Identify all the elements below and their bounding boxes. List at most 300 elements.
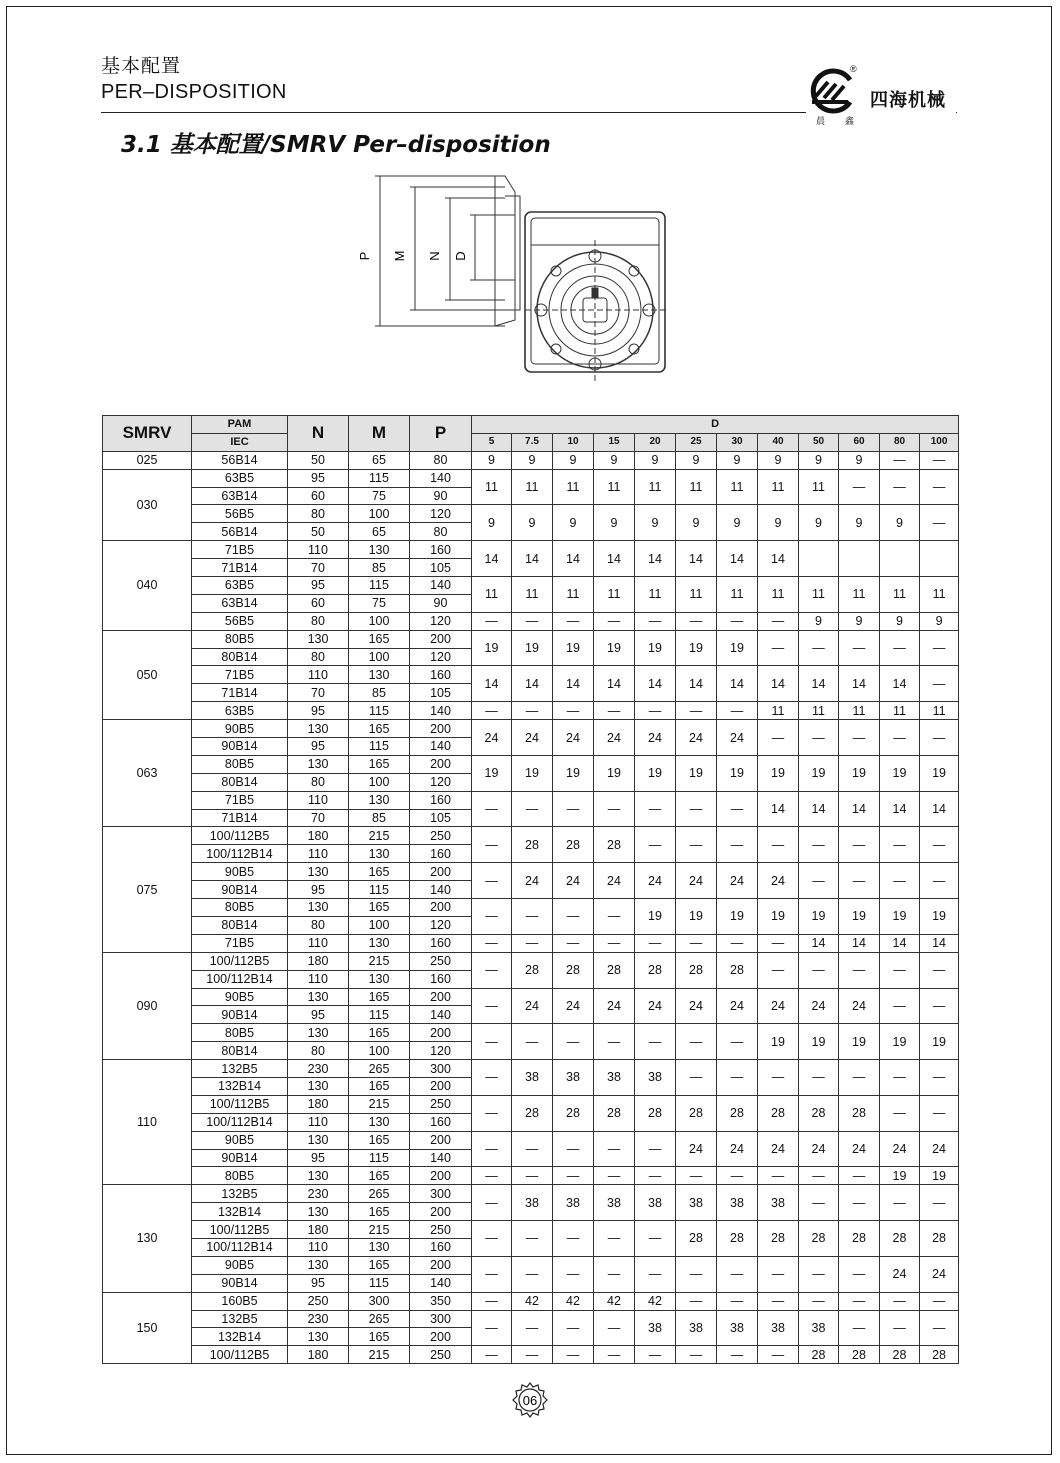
dim-label-d: D [453, 251, 468, 261]
cell-d-value: — [553, 791, 594, 827]
cell-pam-iec: 56B14 [192, 523, 288, 541]
cell-d-value: 11 [676, 577, 717, 613]
cell-d-value: 9 [512, 451, 553, 469]
dim-label-p: P [357, 251, 372, 261]
cell-d-value: — [880, 1185, 920, 1221]
cell-d-value: 9 [594, 451, 635, 469]
cell-d-value: 14 [553, 666, 594, 702]
cell-d-value: — [880, 827, 920, 863]
cell-d-value: 28 [512, 827, 553, 863]
cell-p: 105 [410, 809, 472, 827]
cell-d-value: 9 [635, 451, 676, 469]
cell-d-value: — [717, 1060, 758, 1096]
cell-p: 140 [410, 1149, 472, 1167]
cell-d-value: — [635, 1024, 676, 1060]
cell-d-value: 11 [512, 577, 553, 613]
cell-d-value: 38 [635, 1060, 676, 1096]
col-p: P [410, 416, 472, 452]
cell-d-value: 28 [717, 1095, 758, 1131]
cell-m: 85 [349, 809, 410, 827]
cell-m: 100 [349, 773, 410, 791]
cell-d-value: — [799, 720, 839, 756]
col-d-size: 5 [472, 433, 512, 451]
cell-pam-iec: 80B5 [192, 899, 288, 917]
cell-d-value: 11 [512, 469, 553, 505]
cell-d-value: 24 [553, 863, 594, 899]
cell-n: 95 [288, 881, 349, 899]
cell-d-value: — [676, 934, 717, 952]
cell-d-value: 9 [553, 505, 594, 541]
col-d-size: 25 [676, 433, 717, 451]
cell-d-value: 38 [553, 1060, 594, 1096]
cell-d-value: 28 [512, 952, 553, 988]
cell-p: 200 [410, 863, 472, 881]
cell-d-value: 42 [594, 1292, 635, 1310]
cell-d-value: 11 [472, 577, 512, 613]
cell-d-value: — [635, 1131, 676, 1167]
cell-m: 130 [349, 791, 410, 809]
cell-d-value: 11 [717, 469, 758, 505]
cell-d-value: 24 [717, 988, 758, 1024]
cell-d-value: 11 [635, 469, 676, 505]
cell-d-value: — [880, 952, 920, 988]
cell-p: 200 [410, 755, 472, 773]
cell-d-value: 19 [758, 755, 799, 791]
cell-d-value: — [676, 612, 717, 630]
cell-m: 165 [349, 1256, 410, 1274]
cell-pam-iec: 160B5 [192, 1292, 288, 1310]
cell-n: 130 [288, 1203, 349, 1221]
cell-m: 165 [349, 1167, 410, 1185]
table-row [103, 1024, 959, 1042]
col-d-size: 7.5 [512, 433, 553, 451]
cell-p: 200 [410, 899, 472, 917]
cell-d-value: — [512, 1131, 553, 1167]
cell-d-value: 38 [635, 1185, 676, 1221]
cell-m: 215 [349, 1095, 410, 1113]
cell-m: 115 [349, 702, 410, 720]
dim-label-m: M [392, 250, 407, 262]
cell-d-value: 14 [758, 666, 799, 702]
cell-n: 110 [288, 845, 349, 863]
cell-d-value: — [920, 1292, 959, 1310]
cell-d-value: — [717, 1346, 758, 1364]
cell-d-value: 24 [512, 988, 553, 1024]
cell-m: 115 [349, 577, 410, 595]
cell-d-value: 19 [799, 899, 839, 935]
cell-p: 200 [410, 1077, 472, 1095]
cell-d-value: 11 [799, 469, 839, 505]
cell-d-value: 11 [880, 577, 920, 613]
cell-d-value: 24 [920, 1131, 959, 1167]
cell-m: 130 [349, 845, 410, 863]
cell-p: 120 [410, 1042, 472, 1060]
cell-p: 200 [410, 720, 472, 738]
cell-d-value: 14 [635, 666, 676, 702]
cell-d-value: 19 [880, 1024, 920, 1060]
cell-n: 180 [288, 827, 349, 845]
cell-d-value: — [758, 630, 799, 666]
section-title: 3.1 基本配置/SMRV Per–disposition [121, 132, 551, 158]
cell-d-value: — [472, 988, 512, 1024]
table-row [103, 1310, 959, 1328]
cell-d-value: — [635, 827, 676, 863]
cell-n: 110 [288, 666, 349, 684]
cell-d-value: 9 [553, 451, 594, 469]
table-row [103, 1346, 959, 1364]
cell-d-value: — [717, 1167, 758, 1185]
cell-m: 115 [349, 469, 410, 487]
cell-p: 200 [410, 1328, 472, 1346]
table-row [103, 469, 959, 487]
cell-m: 165 [349, 720, 410, 738]
table-row [103, 1131, 959, 1149]
table-row [103, 1167, 959, 1185]
cell-d-value: — [758, 612, 799, 630]
cell-p: 120 [410, 773, 472, 791]
cell-d-value: — [472, 1310, 512, 1346]
cell-pam-iec: 56B14 [192, 451, 288, 469]
cell-pam-iec: 63B14 [192, 594, 288, 612]
cell-d-value: — [758, 1167, 799, 1185]
cell-p: 250 [410, 1346, 472, 1364]
cell-d-value: 9 [635, 505, 676, 541]
cell-d-value: — [472, 1346, 512, 1364]
cell-d-value: — [512, 702, 553, 720]
col-pam: PAM [192, 416, 288, 434]
cell-d-value: — [676, 702, 717, 720]
cell-d-value: — [512, 791, 553, 827]
cell-d-value: 14 [676, 541, 717, 577]
cell-d-value: 9 [717, 505, 758, 541]
brand-name: 四海机械 [870, 90, 946, 111]
col-d-size: 100 [920, 433, 959, 451]
cell-d-value: 42 [512, 1292, 553, 1310]
cell-d-value [920, 541, 959, 577]
cell-d-value: — [839, 1292, 880, 1310]
cell-p: 300 [410, 1185, 472, 1203]
cell-pam-iec: 90B5 [192, 720, 288, 738]
cell-d-value: — [594, 1256, 635, 1292]
cell-n: 180 [288, 1095, 349, 1113]
cell-n: 130 [288, 755, 349, 773]
cell-p: 160 [410, 791, 472, 809]
cell-m: 65 [349, 451, 410, 469]
table-row [103, 451, 959, 469]
cell-d-value: 19 [880, 899, 920, 935]
cell-d-value: — [880, 720, 920, 756]
cell-d-value: 19 [758, 1024, 799, 1060]
cell-m: 65 [349, 523, 410, 541]
cell-d-value: — [594, 1131, 635, 1167]
cell-d-value: 38 [717, 1185, 758, 1221]
cell-d-value: — [635, 612, 676, 630]
cell-d-value: — [472, 1256, 512, 1292]
cell-d-value: 24 [676, 720, 717, 756]
cell-n: 60 [288, 594, 349, 612]
cell-pam-iec: 132B5 [192, 1310, 288, 1328]
cell-d-value: 19 [920, 899, 959, 935]
cell-p: 80 [410, 451, 472, 469]
cell-p: 105 [410, 684, 472, 702]
cell-pam-iec: 132B14 [192, 1328, 288, 1346]
cell-d-value: 28 [799, 1346, 839, 1364]
cell-d-value: 24 [512, 863, 553, 899]
cell-d-value: — [920, 630, 959, 666]
cell-pam-iec: 80B5 [192, 630, 288, 648]
cell-d-value: — [553, 1221, 594, 1257]
cell-pam-iec: 100/112B5 [192, 1095, 288, 1113]
cell-n: 70 [288, 559, 349, 577]
cell-d-value: — [880, 469, 920, 505]
cell-d-value: — [758, 1060, 799, 1096]
cell-d-value: — [880, 1310, 920, 1346]
cell-d-value: — [676, 1346, 717, 1364]
cell-p: 160 [410, 541, 472, 559]
cell-d-value: 38 [594, 1185, 635, 1221]
cell-m: 165 [349, 899, 410, 917]
cell-d-value: — [717, 934, 758, 952]
cell-d-value: 19 [839, 755, 880, 791]
cell-pam-iec: 100/112B14 [192, 970, 288, 988]
col-d-size: 40 [758, 433, 799, 451]
cell-n: 95 [288, 1274, 349, 1292]
cell-d-value: 38 [635, 1310, 676, 1346]
cell-d-value: 38 [676, 1185, 717, 1221]
table-row [103, 952, 959, 970]
cell-p: 160 [410, 666, 472, 684]
cell-p: 300 [410, 1310, 472, 1328]
cell-d-value: — [594, 612, 635, 630]
cell-d-value: — [676, 1060, 717, 1096]
cell-d-value: 14 [472, 666, 512, 702]
cell-d-value: 28 [553, 952, 594, 988]
cell-n: 110 [288, 934, 349, 952]
cell-d-value: — [839, 1167, 880, 1185]
cell-pam-iec: 80B5 [192, 1167, 288, 1185]
cell-d-value: 9 [799, 451, 839, 469]
cell-d-value: — [920, 666, 959, 702]
cell-d-value: 19 [594, 755, 635, 791]
cell-d-value: 28 [880, 1346, 920, 1364]
cell-d-value: 24 [839, 1131, 880, 1167]
cell-d-value: — [799, 1167, 839, 1185]
cell-m: 265 [349, 1060, 410, 1078]
cell-d-value: 28 [594, 827, 635, 863]
table-row [103, 863, 959, 881]
cell-pam-iec: 90B5 [192, 1256, 288, 1274]
cell-d-value: — [920, 720, 959, 756]
cell-pam-iec: 71B5 [192, 791, 288, 809]
cell-m: 215 [349, 952, 410, 970]
cell-m: 265 [349, 1310, 410, 1328]
cell-d-value: — [594, 1167, 635, 1185]
cell-d-value: — [839, 720, 880, 756]
cell-d-value: 28 [799, 1095, 839, 1131]
cell-d-value: 14 [799, 666, 839, 702]
cell-p: 300 [410, 1060, 472, 1078]
cell-p: 200 [410, 1131, 472, 1149]
cell-d-value: 24 [676, 1131, 717, 1167]
cell-d-value: 19 [472, 755, 512, 791]
cell-p: 200 [410, 1203, 472, 1221]
smrv-size-cell: 063 [103, 720, 192, 827]
cell-d-value: 14 [799, 791, 839, 827]
table-row [103, 1256, 959, 1274]
cell-pam-iec: 80B14 [192, 916, 288, 934]
cell-d-value: 24 [594, 988, 635, 1024]
cell-d-value: 24 [676, 988, 717, 1024]
cell-n: 130 [288, 1077, 349, 1095]
cell-d-value: 14 [717, 666, 758, 702]
cell-pam-iec: 80B14 [192, 1042, 288, 1060]
cell-pam-iec: 71B14 [192, 559, 288, 577]
cell-pam-iec: 100/112B5 [192, 1346, 288, 1364]
cell-d-value: 14 [676, 666, 717, 702]
cell-n: 180 [288, 1346, 349, 1364]
cell-d-value: 19 [676, 630, 717, 666]
cell-d-value: 9 [594, 505, 635, 541]
cell-m: 165 [349, 988, 410, 1006]
cell-d-value: — [839, 952, 880, 988]
cell-pam-iec: 90B14 [192, 881, 288, 899]
col-m: M [349, 416, 410, 452]
cell-n: 80 [288, 773, 349, 791]
col-smrv: SMRV [103, 416, 192, 452]
cell-d-value: 24 [717, 1131, 758, 1167]
cell-p: 200 [410, 1256, 472, 1274]
cell-d-value: 19 [717, 899, 758, 935]
dim-label-n: N [427, 251, 442, 261]
cell-d-value: 14 [880, 934, 920, 952]
cell-d-value: — [799, 952, 839, 988]
cell-d-value: — [472, 934, 512, 952]
cell-d-value: 28 [839, 1095, 880, 1131]
cell-pam-iec: 90B5 [192, 863, 288, 881]
cell-d-value: 28 [553, 827, 594, 863]
cell-d-value: — [799, 1185, 839, 1221]
cell-d-value: — [676, 827, 717, 863]
cell-d-value: 19 [717, 755, 758, 791]
cell-n: 230 [288, 1310, 349, 1328]
cell-d-value: 28 [512, 1095, 553, 1131]
smrv-size-cell: 130 [103, 1185, 192, 1292]
cell-d-value: 14 [839, 791, 880, 827]
cell-d-value: — [472, 827, 512, 863]
cell-pam-iec: 71B14 [192, 684, 288, 702]
table-row [103, 1060, 959, 1078]
cell-d-value: 28 [839, 1346, 880, 1364]
cell-p: 200 [410, 1024, 472, 1042]
cell-d-value: 42 [553, 1292, 594, 1310]
cell-m: 265 [349, 1185, 410, 1203]
cell-d-value: — [472, 612, 512, 630]
cell-n: 95 [288, 702, 349, 720]
cell-d-value: 19 [472, 630, 512, 666]
cell-n: 110 [288, 970, 349, 988]
cell-d-value: 24 [512, 720, 553, 756]
cell-m: 215 [349, 827, 410, 845]
header-title-cn: 基本配置 [101, 55, 182, 77]
cell-d-value: 14 [920, 934, 959, 952]
cell-d-value: 28 [839, 1221, 880, 1257]
cell-pam-iec: 71B5 [192, 541, 288, 559]
cell-d-value: — [799, 827, 839, 863]
cell-m: 165 [349, 1203, 410, 1221]
brand-sub-char: 晨 [815, 117, 825, 127]
cell-d-value: 11 [472, 469, 512, 505]
page-number-badge [511, 1381, 549, 1419]
cell-n: 95 [288, 738, 349, 756]
cell-d-value: 9 [676, 505, 717, 541]
cell-d-value: — [635, 1346, 676, 1364]
cell-n: 230 [288, 1060, 349, 1078]
cell-d-value: 14 [635, 541, 676, 577]
cell-d-value: 11 [839, 702, 880, 720]
cell-d-value: 24 [880, 1256, 920, 1292]
cell-d-value: 28 [717, 952, 758, 988]
cell-d-value: — [880, 863, 920, 899]
cell-n: 130 [288, 1024, 349, 1042]
cell-d-value: 11 [880, 702, 920, 720]
cell-d-value: — [553, 702, 594, 720]
cell-d-value: 9 [839, 505, 880, 541]
cell-d-value: — [472, 952, 512, 988]
table-row [103, 1185, 959, 1203]
cell-p: 120 [410, 648, 472, 666]
cell-d-value: 19 [512, 630, 553, 666]
cell-n: 130 [288, 863, 349, 881]
cell-d-value: 28 [717, 1221, 758, 1257]
col-d-size: 30 [717, 433, 758, 451]
cell-p: 90 [410, 594, 472, 612]
cell-d-value: 19 [799, 755, 839, 791]
cell-d-value: 9 [472, 505, 512, 541]
cell-m: 130 [349, 1238, 410, 1256]
cell-d-value: — [553, 1024, 594, 1060]
cell-d-value: 9 [717, 451, 758, 469]
cell-d-value: — [799, 1060, 839, 1096]
col-d-size: 15 [594, 433, 635, 451]
cell-d-value: — [553, 612, 594, 630]
cell-d-value: 28 [594, 1095, 635, 1131]
cell-d-value: — [839, 1256, 880, 1292]
cell-d-value: 24 [880, 1131, 920, 1167]
cell-d-value: 19 [553, 755, 594, 791]
cell-p: 140 [410, 702, 472, 720]
smrv-size-cell: 050 [103, 630, 192, 719]
cell-m: 165 [349, 755, 410, 773]
cell-d-value: — [920, 1310, 959, 1346]
cell-p: 105 [410, 559, 472, 577]
cell-d-value: 24 [717, 720, 758, 756]
cell-pam-iec: 100/112B14 [192, 1238, 288, 1256]
cell-m: 130 [349, 1113, 410, 1131]
cell-d-value: 11 [799, 577, 839, 613]
cell-d-value: — [594, 1346, 635, 1364]
cell-d-value: — [920, 988, 959, 1024]
cell-d-value: — [676, 1167, 717, 1185]
cell-pam-iec: 100/112B5 [192, 827, 288, 845]
cell-d-value: 24 [799, 1131, 839, 1167]
cell-n: 250 [288, 1292, 349, 1310]
cell-m: 130 [349, 541, 410, 559]
cell-n: 60 [288, 487, 349, 505]
cell-n: 130 [288, 988, 349, 1006]
cell-d-value: 28 [799, 1221, 839, 1257]
cell-d-value: 24 [472, 720, 512, 756]
cell-d-value: 19 [594, 630, 635, 666]
